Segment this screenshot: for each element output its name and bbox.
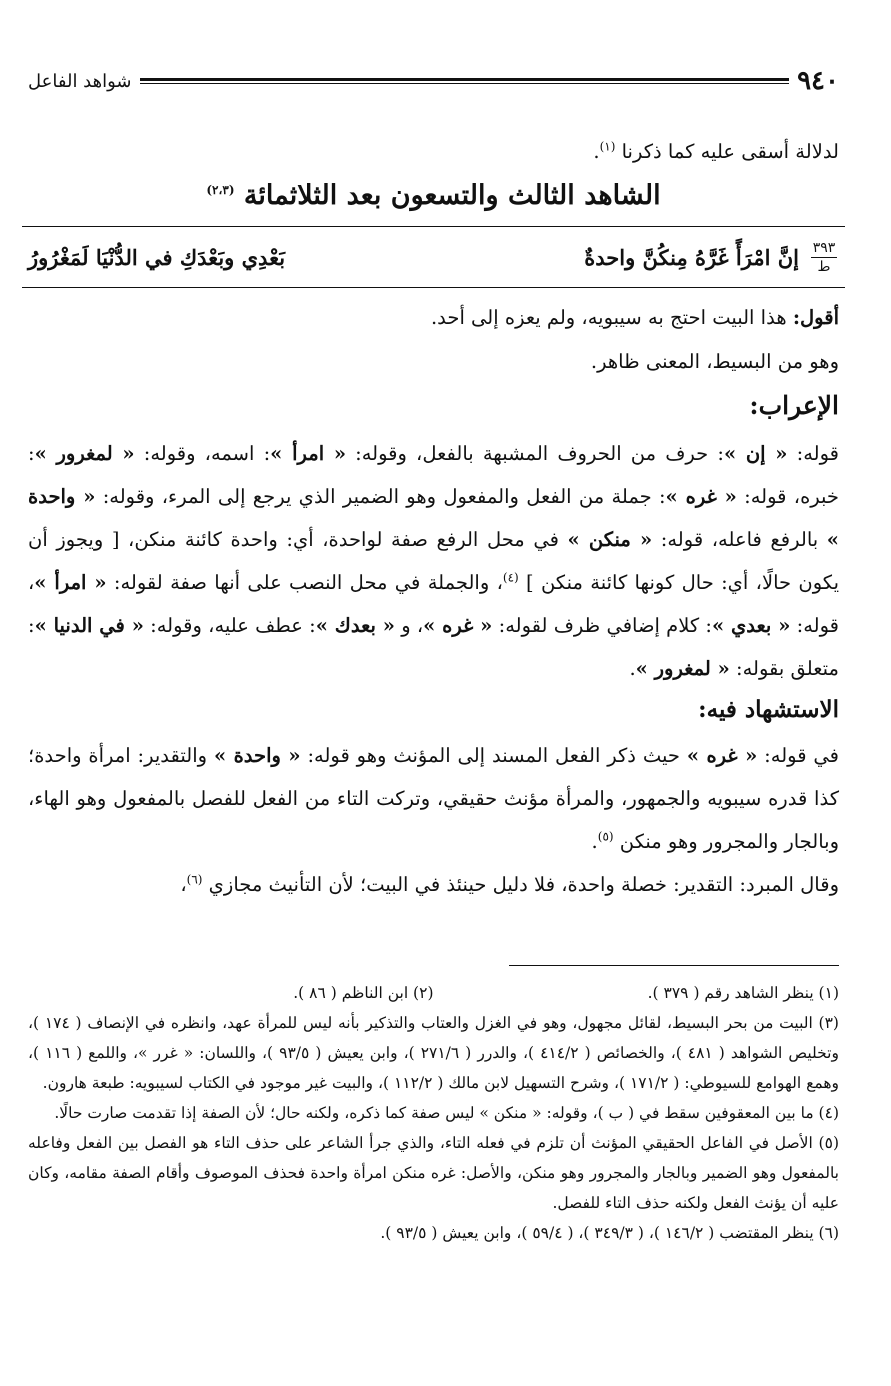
witness-title: الشاهد الثالث والتسعون بعد الثلاثمائة $^{(٢،٣)}$ <box>206 180 661 211</box>
istishhad-paragraph: في قوله: « غره » حيث ذكر الفعل المسند إلى المؤنث وهو قوله: « واحدة » والتقدير: امرأة واحدة؛ كذا قدره سيبويه والجمهور، والمرأة مؤنث حقيقي، وتركت التاء من الفعل للفصل بالمفعول وهو الهاء، وبالجار والمجرور وهو منكن $^{(٥)}$. <box>28 744 839 853</box>
verse-box <box>22 226 845 288</box>
verse-hemistich-first: إنَّ امْرَأً غَرَّهُ مِنكُنَّ واحدةٌ <box>584 244 799 270</box>
verse-number: ٣٩٣ ط <box>812 239 836 275</box>
verse-hemistich-second: بَعْدِي وبَعْدَكِ في الدُّنْيَا لَمَغْرُورُ <box>28 244 286 270</box>
footnote-5: (٥) الأصل في الفاعل الحقيقي المؤنث أن تلزم في فعله التاء، والذي جرأ الشاعر على حذف التاء هو الفصل بين الفعل وفاعله بالمفعول وهو الضمير وبالجار والمجرور وهو منكن، والأصل: غره منكن امرأة واحدة فحذف الموصوف وأقام الصفة مقامه، وكان عليه أن يؤنث الفعل ولكنه حذف التاء للفصل. <box>28 1134 839 1212</box>
footnote-ref-1[interactable]: (١) <box>599 139 616 154</box>
footnote-ref-5[interactable]: (٥) <box>597 829 614 844</box>
header-rule <box>140 78 790 84</box>
irab-paragraph: قوله: « إن »: حرف من الحروف المشبهة بالفعل، وقوله: « امرأ »: اسمه، وقوله: « لمغرور »: خبره، قوله: « غره »: جملة من الفعل والمفعول وهو الضمير الذي يرجع إلى المرء، وقوله: « واحدة » بالرفع فاعله، قوله: « منكن » في محل الرفع صفة لواحدة، أي: واحدة كائنة منكن، [ ويجوز أن يكون حالًا، أي: حال كونها كائنة منكن ] $^{(٤)}$، والجملة في محل النصب على أنها صفة لقوله: « امرأ »، قوله: « بعدي »: كلام إضافي ظرف لقوله: « غره »، و « بعدك »: عطف عليه، وقوله: « في الدنيا »: متعلق بقوله: « لمغرور ». <box>28 442 839 680</box>
footnote-6: (٦) ينظر المقتضب ( ١٤٦/٢ )، ( ٣٤٩/٣ )، ( ٥٩/٤ )، وابن يعيش ( ٩٣/٥ ). <box>380 1224 839 1242</box>
verse-mark: ط <box>817 258 831 275</box>
footnote-3: (٣) البيت من بحر البسيط، لقائل مجهول، وهو في الغزل والعتاب والتذكير بأنه ليس للمرأة عهد، وانظره في الإنصاف ( ١٧٤ )، وتخليص الشواهد ( ٤٨١ )، والخصائص ( ٤١٤/٢ )، والدرر ( ٢٧١/٦ )، وابن يعيش ( ٩٣/٥ )، واللسان: « غرر »، واللمع ( ١١٦ )، وهمع الهوامع للسيوطي: ( ١٧١/٢ )، وشرح التسهيل لابن مالك ( ١١٢/٢ )، والبيت غير موجود في الكتاب لسيبويه: طبعة هارون. <box>28 1014 839 1092</box>
footnote-ref-6[interactable]: (٦) <box>186 872 203 887</box>
istishhad-heading: الاستشهاد فيه: <box>698 696 839 723</box>
intro-line: لدلالة أسقى عليه كما ذكرنا $^{(١)}$. <box>593 139 839 163</box>
footnote-2: (٢) ابن الناظم ( ٨٦ ). <box>293 984 434 1002</box>
footnote-row-1-2 <box>28 978 839 1008</box>
running-title: شواهد الفاعل <box>28 70 132 92</box>
mubarrad-paragraph: وقال المبرد: التقدير: خصلة واحدة، فلا دليل حينئذ في البيت؛ لأن التأنيث مجازي $^{(٦)}$، <box>180 872 839 896</box>
main-text <box>28 130 839 906</box>
footnote-ref-2-3[interactable]: (٢،٣) <box>206 183 235 197</box>
footnote-4: (٤) ما بين المعقوفين سقط في ( ب )، وقوله: « منكن » ليس صفة كما ذكره، ولكنه حال؛ لأن الصفة إذا تقدمت صارت حالًا. <box>54 1104 839 1122</box>
page-number: ٩٤٠ <box>797 66 839 96</box>
verse-number-divider <box>811 257 837 258</box>
commentary-paragraph: أقول: هذا البيت احتج به سيبويه، ولم يعزه إلى أحد. <box>430 306 839 329</box>
footnote-1: (١) ينظر الشاهد رقم ( ٣٧٩ ). <box>647 984 839 1002</box>
footnote-ref-4[interactable]: (٤) <box>502 570 519 585</box>
meter-paragraph: وهو من البسيط، المعنى ظاهر. <box>590 350 839 373</box>
irab-heading: الإعراب: <box>749 391 839 420</box>
footnote-separator <box>509 965 839 966</box>
footnotes <box>28 978 839 1248</box>
running-header <box>28 66 839 96</box>
